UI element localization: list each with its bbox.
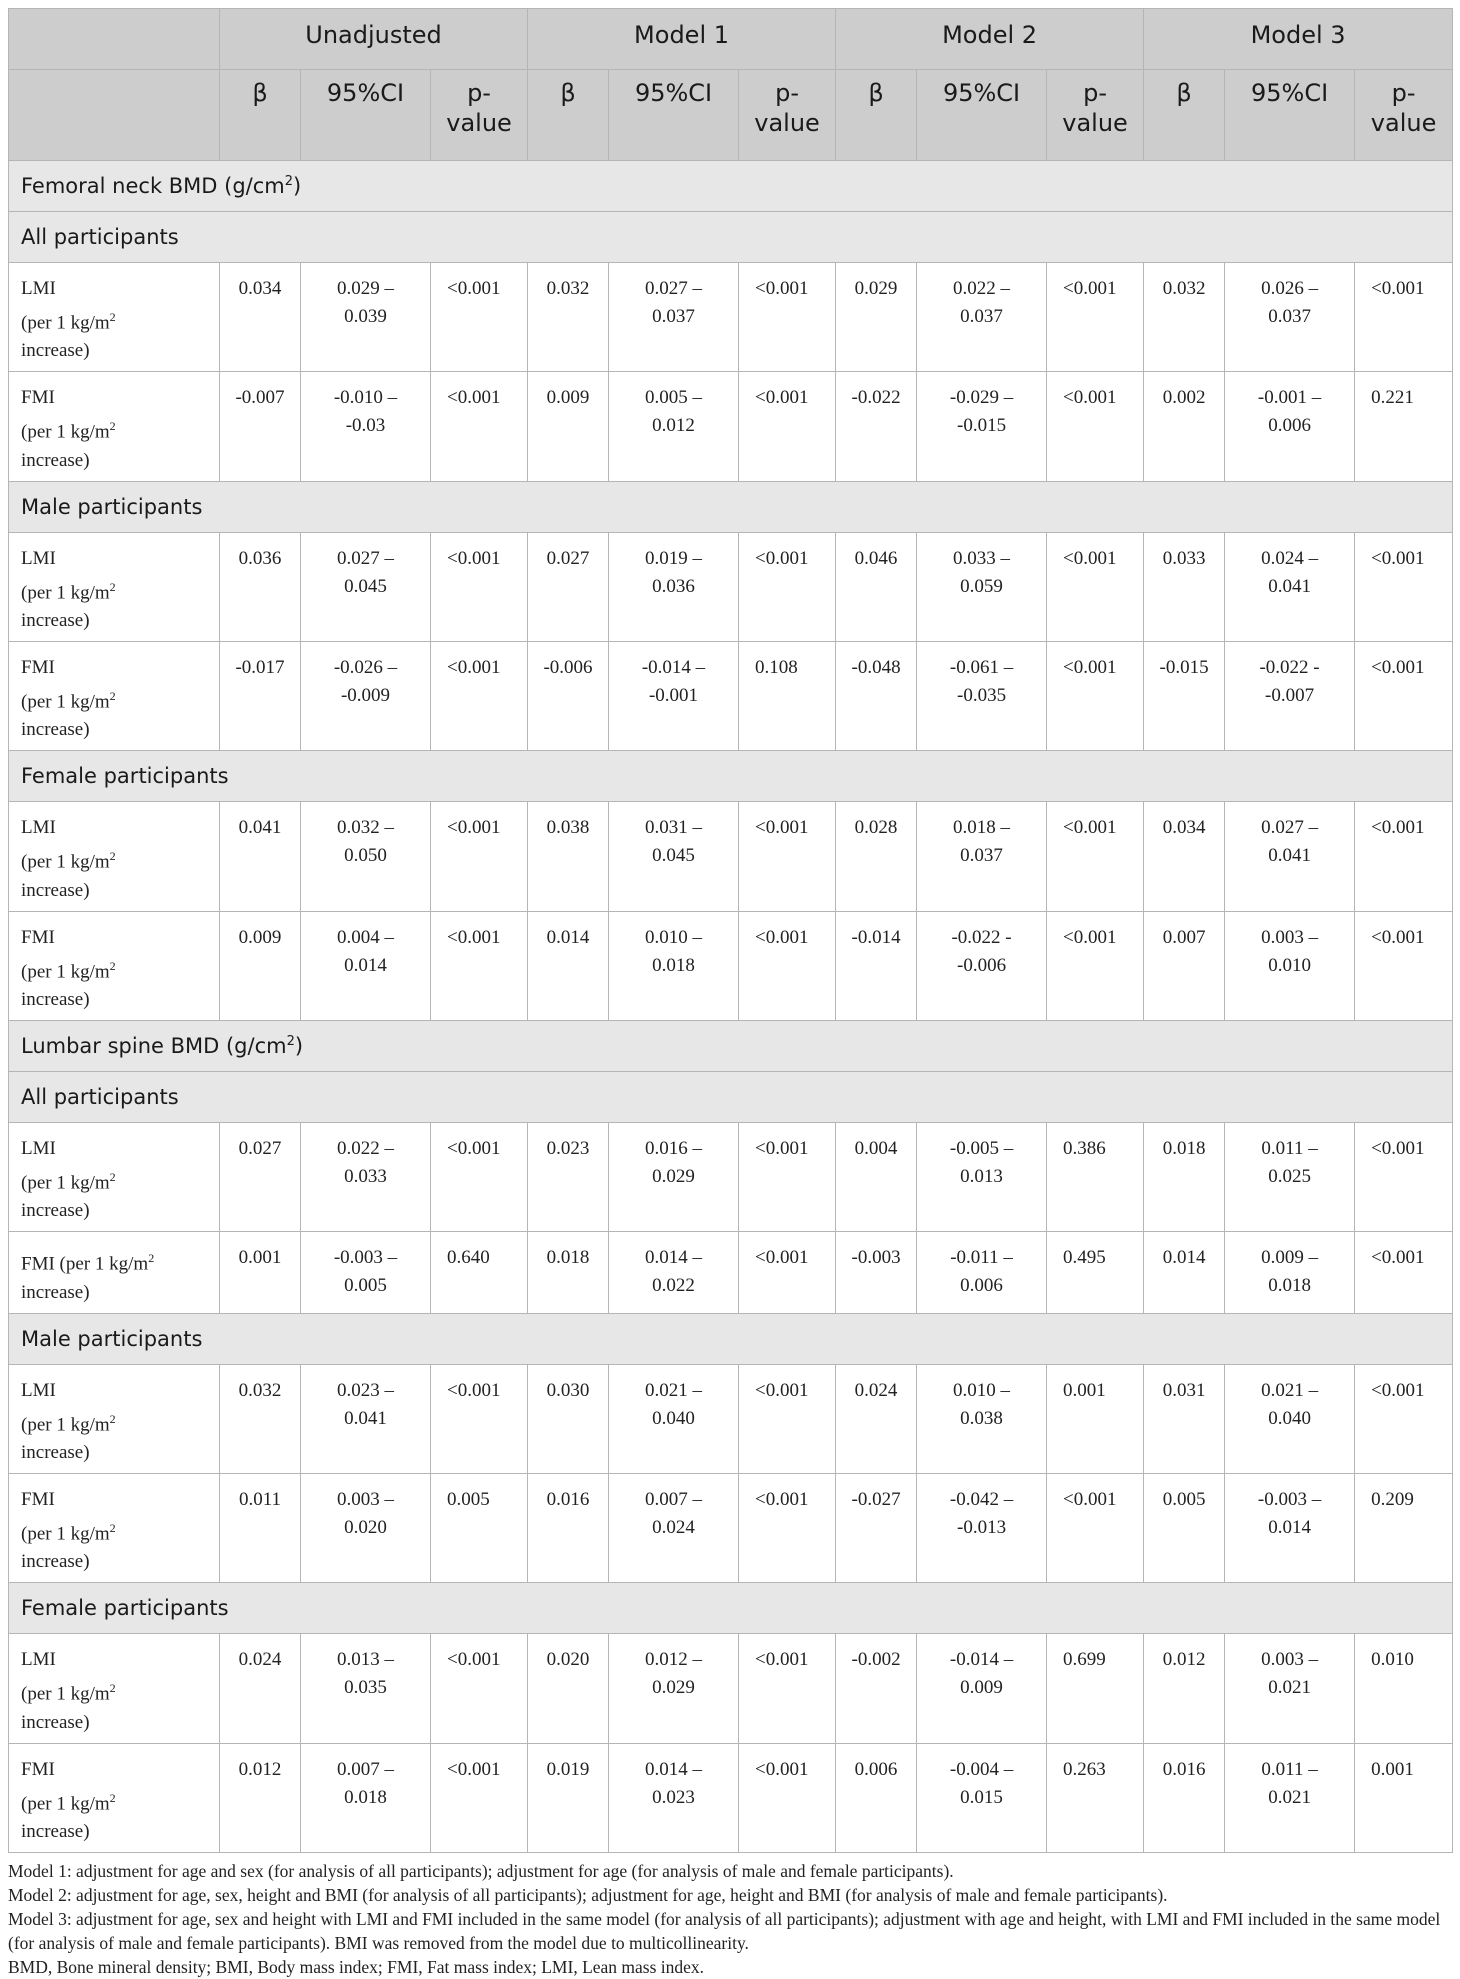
row-label [9,372,220,481]
ci-cell: 0.021 – 0.040 [609,1364,739,1473]
ci-cell: -0.004 – 0.015 [917,1743,1047,1852]
table-row [9,372,1453,481]
row-label-line3: increase) [21,1820,90,1842]
ci-cell: 0.021 – 0.040 [1225,1364,1355,1473]
pvalue-cell: <0.001 [739,1122,836,1231]
header-group-model-3: Model 3 [1144,9,1453,70]
row-label [9,911,220,1020]
pvalue-cell: 0.209 [1355,1473,1453,1582]
pvalue-cell: 0.001 [1355,1743,1453,1852]
beta-cell: 0.007 [1144,911,1225,1020]
row-label-sup: 2 [109,1520,116,1535]
beta-cell: 0.001 [220,1232,301,1313]
beta-cell: 0.009 [528,372,609,481]
pvalue-cell: 0.386 [1047,1122,1144,1231]
ci-cell: 0.019 – 0.036 [609,532,739,641]
row-label-line3: increase) [21,719,90,741]
pvalue-cell: <0.001 [739,1364,836,1473]
beta-cell: 0.002 [1144,372,1225,481]
header-pvalue-line1: p- [467,79,491,107]
pvalue-cell: <0.001 [1047,1473,1144,1582]
ci-cell: -0.022 - -0.007 [1225,641,1355,750]
row-label-sup: 2 [109,1681,116,1696]
section-heading [9,1020,1453,1071]
ci-cell: 0.010 – 0.018 [609,911,739,1020]
beta-cell: -0.002 [836,1634,917,1743]
pvalue-cell: <0.001 [431,641,528,750]
row-label [9,641,220,750]
row-label-line1: LMI [21,817,56,839]
beta-cell: -0.015 [1144,641,1225,750]
section-title-end: ) [293,174,302,198]
row-label [9,1232,220,1313]
table-row [9,1122,1453,1231]
row-label-line3: increase) [21,449,90,471]
header-group-model-2: Model 2 [836,9,1144,70]
row-label-line2: (per 1 kg/m [21,421,110,443]
header-group-unadjusted: Unadjusted [220,9,528,70]
row-label-sup: 2 [148,1251,155,1266]
beta-cell: -0.017 [220,641,301,750]
pvalue-cell: <0.001 [1355,1122,1453,1231]
ci-cell: -0.029 – -0.015 [917,372,1047,481]
beta-cell: 0.027 [220,1122,301,1231]
row-label [9,1473,220,1582]
pvalue-cell: 0.495 [1047,1232,1144,1313]
row-label [9,1122,220,1231]
pvalue-cell: <0.001 [739,1232,836,1313]
ci-cell: -0.042 – -0.013 [917,1473,1047,1582]
pvalue-cell: <0.001 [431,911,528,1020]
ci-cell: -0.001 – 0.006 [1225,372,1355,481]
header-pvalue [1047,70,1144,161]
beta-cell: -0.048 [836,641,917,750]
row-label-line1: FMI [21,387,55,409]
ci-cell: -0.005 – 0.013 [917,1122,1047,1231]
section-heading [9,161,1453,212]
ci-cell: 0.003 – 0.021 [1225,1634,1355,1743]
footnote: Model 1: adjustment for age and sex (for analysis of all participants); adjustment for age (for analysis of male and female participants). [8,1860,954,1881]
group-heading: Male participants [9,481,1453,532]
header-beta: β [836,70,917,161]
header-beta: β [220,70,301,161]
beta-cell: 0.012 [220,1743,301,1852]
footnote: Model 2: adjustment for age, sex, height and BMI (for analysis of all participants); adjustment for age, height and BMI (for analysis of male and female participants). [8,1884,1168,1905]
pvalue-cell: <0.001 [1047,802,1144,911]
header-pvalue-line2: value [446,109,512,137]
section-title-sup: 2 [284,174,294,189]
row-label-line3: increase) [21,1441,90,1463]
beta-cell: 0.027 [528,532,609,641]
ci-cell: 0.024 – 0.041 [1225,532,1355,641]
ci-cell: 0.027 – 0.041 [1225,802,1355,911]
header-pvalue [431,70,528,161]
row-label-line3: increase) [21,1200,90,1222]
pvalue-cell: <0.001 [739,532,836,641]
group-heading-row [9,1583,1453,1634]
ci-cell: 0.014 – 0.022 [609,1232,739,1313]
pvalue-cell: <0.001 [1355,911,1453,1020]
pvalue-cell: <0.001 [1355,263,1453,372]
row-label-line1: LMI [21,1379,56,1401]
header-pvalue-line1: p- [1391,79,1416,107]
group-heading: Female participants [9,1583,1453,1634]
row-label-line3: increase) [21,609,90,631]
beta-cell: 0.030 [528,1364,609,1473]
row-label-line2: (per 1 kg/m [21,1683,110,1705]
beta-cell: 0.024 [836,1364,917,1473]
ci-cell: -0.003 – 0.005 [301,1232,431,1313]
row-label-line1: LMI [21,1649,56,1671]
table-header [9,9,1453,161]
beta-cell: 0.023 [528,1122,609,1231]
header-pvalue [1355,70,1453,161]
row-label-line2: (per 1 kg/m [21,312,110,334]
ci-cell: 0.011 – 0.025 [1225,1122,1355,1231]
row-label-line1: FMI (per 1 kg/m [21,1253,149,1275]
beta-cell: 0.020 [528,1634,609,1743]
beta-cell: 0.012 [1144,1634,1225,1743]
row-label-line3: increase) [21,1711,90,1733]
ci-cell: -0.010 – -0.03 [301,372,431,481]
header-pvalue-line2: value [754,109,820,137]
row-label-line2: increase) [21,1281,90,1303]
beta-cell: 0.046 [836,532,917,641]
row-label-sup: 2 [109,1169,116,1184]
beta-cell: -0.006 [528,641,609,750]
row-label-line1: FMI [21,926,55,948]
row-label [9,1364,220,1473]
beta-cell: 0.014 [1144,1232,1225,1313]
row-label-line2: (per 1 kg/m [21,1792,110,1814]
beta-cell: 0.041 [220,802,301,911]
ci-cell: 0.005 – 0.012 [609,372,739,481]
beta-cell: 0.031 [1144,1364,1225,1473]
ci-cell: 0.009 – 0.018 [1225,1232,1355,1313]
header-corner-sub [9,70,220,161]
beta-cell: 0.032 [1144,263,1225,372]
row-label-sup: 2 [109,849,116,864]
row-label-line1: FMI [21,656,55,678]
ci-cell: 0.014 – 0.023 [609,1743,739,1852]
row-label-sup: 2 [109,1790,116,1805]
header-ci: 95%CI [917,70,1047,161]
beta-cell: 0.011 [220,1473,301,1582]
pvalue-cell: <0.001 [739,802,836,911]
row-label-line2: (per 1 kg/m [21,960,110,982]
row-label-line1: FMI [21,1758,55,1780]
section-heading-row [9,1020,1453,1071]
beta-cell: 0.028 [836,802,917,911]
row-label-line2: (per 1 kg/m [21,851,110,873]
section-title-sup: 2 [286,1033,295,1049]
row-label-sup: 2 [109,579,116,594]
section-heading-row [9,161,1453,212]
row-label [9,263,220,372]
row-label-sup: 2 [109,688,116,703]
header-pvalue-line2: value [1370,109,1437,137]
pvalue-cell: <0.001 [1355,641,1453,750]
group-heading-row [9,481,1453,532]
beta-cell: -0.003 [836,1232,917,1313]
row-label-sup: 2 [109,419,116,434]
pvalue-cell: <0.001 [1047,263,1144,372]
table-body [9,161,1453,1853]
ci-cell: -0.003 – 0.014 [1225,1473,1355,1582]
results-table [8,8,1453,1853]
table-row [9,802,1453,911]
pvalue-cell: 0.005 [431,1473,528,1582]
ci-cell: 0.010 – 0.038 [917,1364,1047,1473]
pvalue-cell: <0.001 [1047,641,1144,750]
row-label-line1: LMI [21,1137,56,1159]
pvalue-cell: 0.108 [739,641,836,750]
header-beta: β [528,70,609,161]
beta-cell: 0.016 [528,1473,609,1582]
ci-cell: 0.031 – 0.045 [609,802,739,911]
header-ci: 95%CI [301,70,431,161]
row-label-line2: (per 1 kg/m [21,581,110,603]
pvalue-cell: <0.001 [739,911,836,1020]
row-label-sup: 2 [109,1411,116,1426]
header-pvalue-line1: p- [775,79,799,107]
group-heading: Male participants [9,1313,1453,1364]
beta-cell: 0.034 [220,263,301,372]
ci-cell: 0.016 – 0.029 [609,1122,739,1231]
footnote: BMD, Bone mineral density; BMI, Body mass index; FMI, Fat mass index; LMI, Lean mass index. [8,1956,705,1977]
table-row [9,641,1453,750]
ci-cell: -0.026 – -0.009 [301,641,431,750]
pvalue-cell: <0.001 [431,1364,528,1473]
pvalue-cell: <0.001 [1047,911,1144,1020]
beta-cell: 0.032 [220,1364,301,1473]
beta-cell: -0.014 [836,911,917,1020]
header-pvalue-line2: value [1062,109,1128,137]
pvalue-cell: <0.001 [1047,372,1144,481]
ci-cell: 0.022 – 0.037 [917,263,1047,372]
table-row [9,532,1453,641]
table-row [9,1473,1453,1582]
section-title: Femoral neck BMD (g/cm [21,174,285,198]
row-label-line3: increase) [21,340,90,362]
group-heading: All participants [9,1071,1453,1122]
row-label [9,1634,220,1743]
table-row [9,1232,1453,1313]
pvalue-cell: <0.001 [1355,532,1453,641]
group-heading: Female participants [9,751,1453,802]
row-label-line2: (per 1 kg/m [21,1413,110,1435]
header-pvalue-line1: p- [1083,79,1107,107]
beta-cell: 0.036 [220,532,301,641]
header-beta: β [1144,70,1225,161]
row-label-line1: FMI [21,1488,55,1510]
row-label-line3: increase) [21,988,90,1010]
header-subcolumns [9,70,1453,161]
beta-cell: -0.027 [836,1473,917,1582]
ci-cell: -0.014 – -0.001 [609,641,739,750]
row-label-line1: LMI [21,278,56,299]
table-row [9,1364,1453,1473]
ci-cell: 0.029 – 0.039 [301,263,431,372]
table-row [9,1743,1453,1852]
beta-cell: 0.009 [220,911,301,1020]
ci-cell: 0.007 – 0.024 [609,1473,739,1582]
pvalue-cell: <0.001 [739,263,836,372]
ci-cell: 0.012 – 0.029 [609,1634,739,1743]
beta-cell: -0.007 [220,372,301,481]
row-label-line2: (per 1 kg/m [21,1172,110,1194]
pvalue-cell: <0.001 [1355,1364,1453,1473]
beta-cell: 0.034 [1144,802,1225,911]
pvalue-cell: <0.001 [739,1743,836,1852]
section-title: Lumbar spine BMD (g/cm [21,1033,287,1058]
table-row [9,263,1453,372]
beta-cell: 0.005 [1144,1473,1225,1582]
group-heading-row [9,1313,1453,1364]
beta-cell: 0.018 [1144,1122,1225,1231]
pvalue-cell: <0.001 [739,372,836,481]
row-label [9,532,220,641]
row-label-line1: LMI [21,547,56,569]
beta-cell: 0.014 [528,911,609,1020]
pvalue-cell: 0.221 [1355,372,1453,481]
pvalue-cell: <0.001 [739,1473,836,1582]
pvalue-cell: <0.001 [431,532,528,641]
ci-cell: 0.032 – 0.050 [301,802,431,911]
group-heading-row [9,1071,1453,1122]
pvalue-cell: <0.001 [1047,532,1144,641]
ci-cell: 0.007 – 0.018 [301,1743,431,1852]
pvalue-cell: 0.010 [1355,1634,1453,1743]
pvalue-cell: 0.263 [1047,1743,1144,1852]
row-label-sup: 2 [109,958,116,973]
group-heading-row [9,751,1453,802]
pvalue-cell: 0.001 [1047,1364,1144,1473]
ci-cell: -0.011 – 0.006 [917,1232,1047,1313]
row-label-line3: increase) [21,879,90,901]
group-heading-row [9,212,1453,263]
ci-cell: 0.004 – 0.014 [301,911,431,1020]
beta-cell: 0.016 [1144,1743,1225,1852]
row-label-line3: increase) [21,1551,90,1573]
beta-cell: 0.018 [528,1232,609,1313]
ci-cell: 0.022 – 0.033 [301,1122,431,1231]
pvalue-cell: <0.001 [1355,1232,1453,1313]
beta-cell: 0.024 [220,1634,301,1743]
ci-cell: 0.026 – 0.037 [1225,263,1355,372]
row-label-sup: 2 [109,310,116,324]
pvalue-cell: <0.001 [431,263,528,372]
ci-cell: 0.023 – 0.041 [301,1364,431,1473]
beta-cell: 0.038 [528,802,609,911]
header-ci: 95%CI [1225,70,1355,161]
ci-cell: 0.003 – 0.010 [1225,911,1355,1020]
beta-cell: -0.022 [836,372,917,481]
table-container [8,8,1452,1979]
ci-cell: 0.033 – 0.059 [917,532,1047,641]
ci-cell: -0.061 – -0.035 [917,641,1047,750]
beta-cell: 0.019 [528,1743,609,1852]
ci-cell: 0.018 – 0.037 [917,802,1047,911]
beta-cell: 0.033 [1144,532,1225,641]
beta-cell: 0.029 [836,263,917,372]
header-ci: 95%CI [609,70,739,161]
ci-cell: 0.003 – 0.020 [301,1473,431,1582]
pvalue-cell: <0.001 [431,1122,528,1231]
ci-cell: -0.014 – 0.009 [917,1634,1047,1743]
header-group-model-1: Model 1 [528,9,836,70]
pvalue-cell: 0.699 [1047,1634,1144,1743]
beta-cell: 0.032 [528,263,609,372]
pvalue-cell: <0.001 [431,372,528,481]
pvalue-cell: <0.001 [739,1634,836,1743]
pvalue-cell: <0.001 [431,1743,528,1852]
beta-cell: 0.004 [836,1122,917,1231]
table-row [9,911,1453,1020]
footnote: Model 3: adjustment for age, sex and height with LMI and FMI included in the same model (for analysis of all participants); adjustment with age and height, with LMI and FMI included in the same model (for analysis of male and female participants). BMI was removed from the model due to multicollinearity. [8,1908,1441,1953]
section-title-end: ) [294,1033,304,1058]
header-corner [9,9,220,70]
pvalue-cell: <0.001 [431,802,528,911]
row-label [9,802,220,911]
row-label-line2: (per 1 kg/m [21,691,110,713]
pvalue-cell: <0.001 [1355,802,1453,911]
pvalue-cell: <0.001 [431,1634,528,1743]
ci-cell: 0.013 – 0.035 [301,1634,431,1743]
table-row [9,1634,1453,1743]
ci-cell: 0.027 – 0.037 [609,263,739,372]
header-pvalue [739,70,836,161]
table-footnotes [8,1859,1452,1979]
row-label [9,1743,220,1852]
beta-cell: 0.006 [836,1743,917,1852]
ci-cell: -0.022 - -0.006 [917,911,1047,1020]
group-heading: All participants [9,212,1453,263]
pvalue-cell: 0.640 [431,1232,528,1313]
row-label-line2: (per 1 kg/m [21,1523,110,1545]
ci-cell: 0.011 – 0.021 [1225,1743,1355,1852]
ci-cell: 0.027 – 0.045 [301,532,431,641]
